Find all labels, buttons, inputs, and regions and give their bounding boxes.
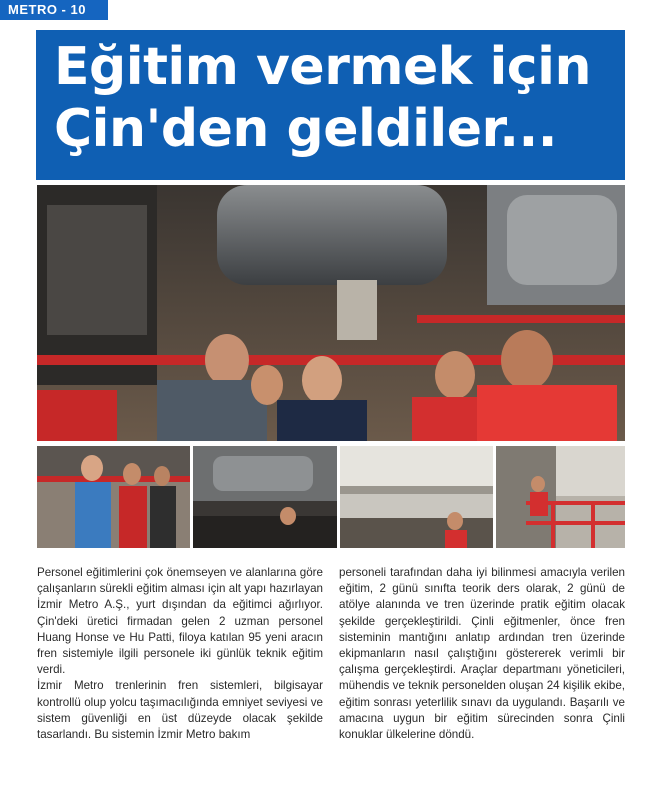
article-paragraph: personeli tarafından daha iyi bilinmesi amacıyla verilen eğitim, 2 günü sınıfta teorik ders olarak, 2 günü de atölye alanında ve tren üzerinde pratik eğitim olacak şekilde gerçekleştirildi. Çinli eğitmenler, önce fren sisteminin mantığını anlatıp ardından tren üzerinde ekipmanların nasıl çalıştığını göstererek verimli bir çalışma gerçekleştirdi. Araçlar departmanı yöneticileri, mühendis ve teknik personelden oluşan 24 kişilik ekibe, eğitim sonrası yeterlilik sınavı da uygulandı. Başarılı ve amacına uygun bir eğitim sürecinden sonra Çinli konuklar ülkelerine döndü. [339,566,625,742]
headline [54,36,607,160]
article-column-1 [37,565,323,795]
headline-line-1: Eğitim vermek için [54,37,591,97]
photo-group-standing [37,446,190,548]
article-body [37,565,625,795]
headline-line-2: Çin'den geldiler... [54,99,557,159]
article-paragraph: İzmir Metro trenlerinin fren sistemleri, bilgisayar kontrollü olup yolcu taşımacılığında emniyet seviyesi ve sistem güvenliği en üst düzeyde olacak şekilde tasarlandı. Bu sistemin İzmir Metro bakım [37,679,323,742]
headline-box [36,30,625,180]
photo-maintenance-platform [496,446,625,548]
main-photo [37,185,625,441]
article-paragraph: Personel eğitimlerini çok önemseyen ve alanlarına göre çalışanların sürekli eğitim alması için alt yapı hazırlayan İzmir Metro A.Ş., yurt dışından da eğitimci ağırlıyor. Çin'deki üretici firmadan gelen 2 uzman personel Huang Honse ve Hu Patti, filoya katılan 95 yeni aracın fren sistemiyle ilgili personele iki günlük teknik eğitim verdi. [37,566,323,677]
photo-undercarriage-inspection [193,446,337,548]
section-tag: METRO - 10 [0,0,108,20]
article-column-2 [339,565,625,795]
photo-workshop-floor [340,446,493,548]
